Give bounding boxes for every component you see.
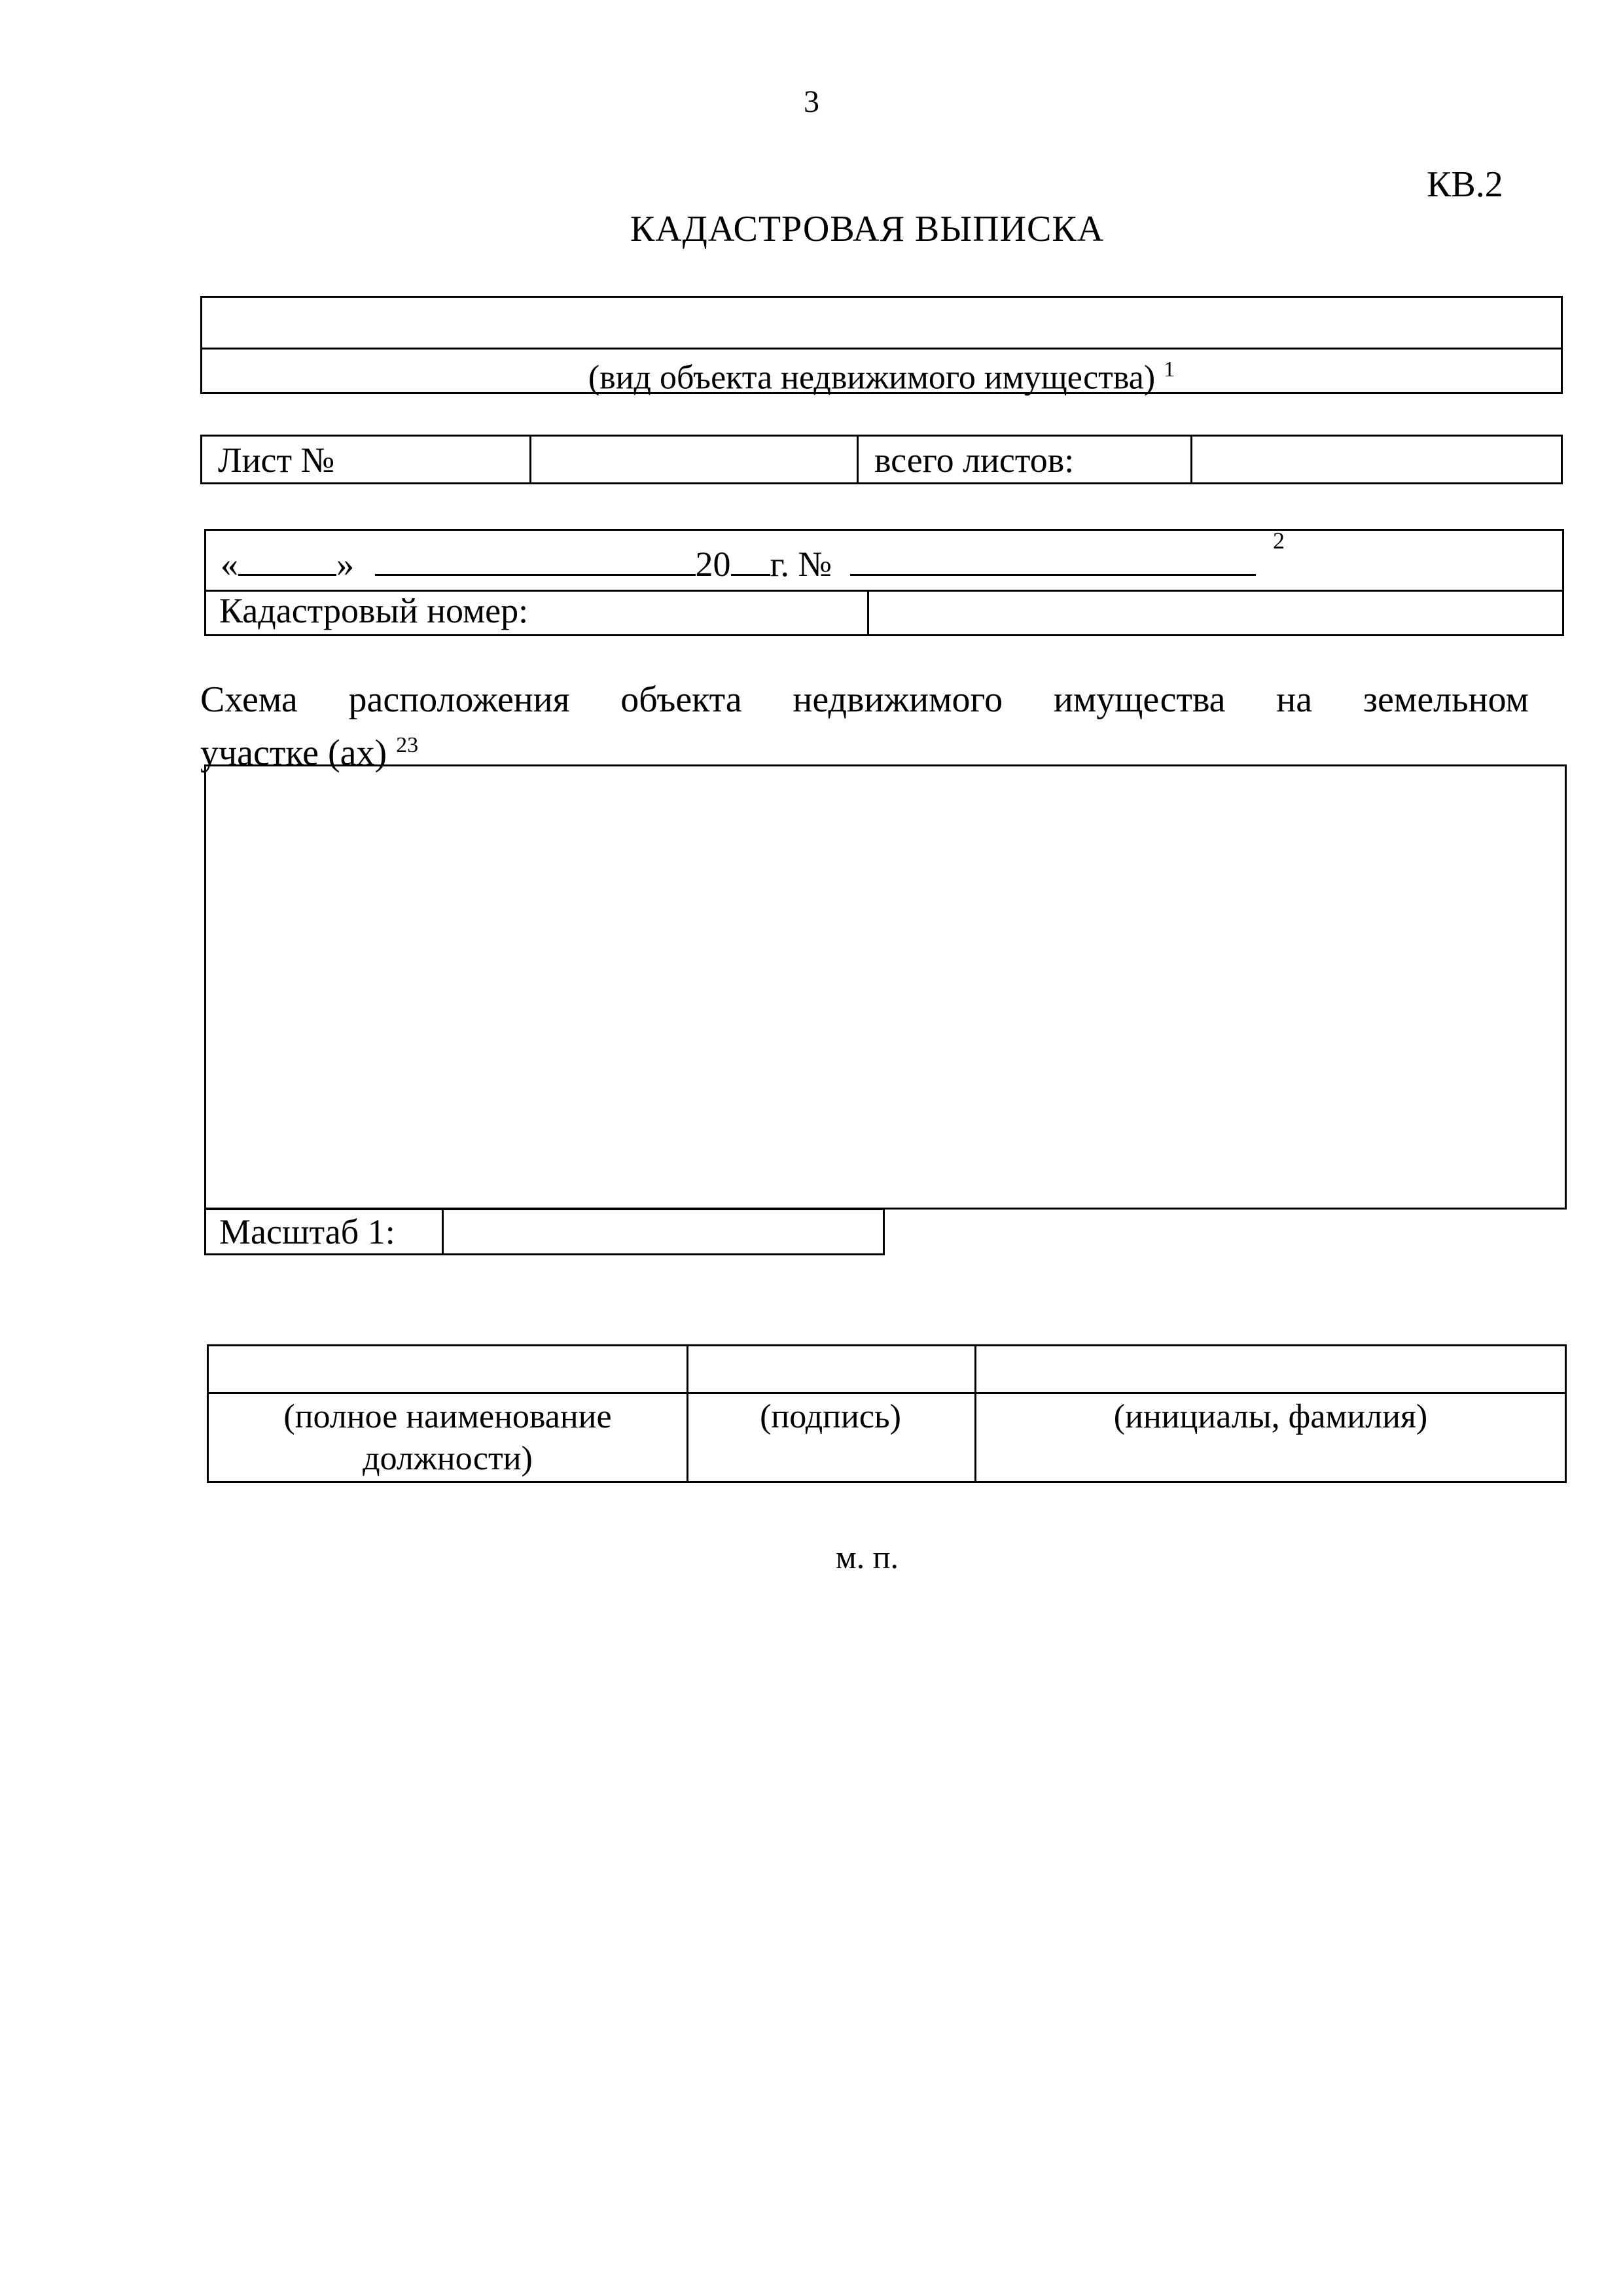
scale-table: [204, 1208, 885, 1255]
position-caption: (полное наименование должности): [283, 1398, 612, 1477]
object-type-label: (вид объекта недвижимого имущества): [588, 359, 1156, 397]
day-field[interactable]: [238, 541, 336, 576]
scale-label: Масштаб 1:: [219, 1212, 395, 1251]
number-label: г. №: [770, 545, 832, 584]
name-caption: (инициалы, фамилия): [1113, 1398, 1428, 1435]
year-prefix: 20: [695, 545, 731, 584]
form-code: КВ.2: [1427, 164, 1503, 205]
date-footnote: 2: [1273, 528, 1285, 554]
date-open-quote: «: [221, 545, 238, 584]
year-field[interactable]: [731, 541, 770, 576]
sheet-table: [200, 435, 1563, 484]
scheme-caption: Схема расположения объекта недвижимого имущества на земельном: [200, 679, 1529, 720]
document-title: КАДАСТРОВАЯ ВЫПИСКА: [630, 209, 1105, 249]
registration-number-field[interactable]: [850, 541, 1256, 576]
scheme-caption-text: участке (ах): [200, 732, 387, 774]
date-close-quote: »: [336, 545, 354, 584]
object-type-caption: [202, 348, 1561, 397]
month-field[interactable]: [375, 541, 696, 576]
scheme-footnote: 23: [396, 733, 419, 757]
cadastral-number-field[interactable]: [867, 590, 1562, 634]
stamp-place: м. п.: [836, 1539, 899, 1575]
date-block: [204, 529, 1564, 636]
scale-field[interactable]: [442, 1210, 883, 1253]
page-number: 3: [804, 84, 819, 119]
object-type-field[interactable]: [202, 298, 1561, 350]
signature-table: [207, 1344, 1567, 1483]
object-type-footnote: 1: [1164, 357, 1175, 382]
cadastral-number-label: Кадастровый номер:: [219, 591, 529, 630]
sheet-number-label: Лист №: [218, 440, 335, 480]
total-sheets-field[interactable]: [1190, 437, 1561, 482]
total-sheets-label: всего листов:: [857, 437, 1190, 482]
scheme-drawing-area[interactable]: [204, 764, 1567, 1210]
sheet-number-field[interactable]: [529, 437, 857, 482]
signature-caption: (подпись): [760, 1398, 901, 1435]
object-type-block: [200, 296, 1563, 397]
cadastral-row: [206, 590, 1562, 634]
date-row: [206, 528, 1562, 592]
